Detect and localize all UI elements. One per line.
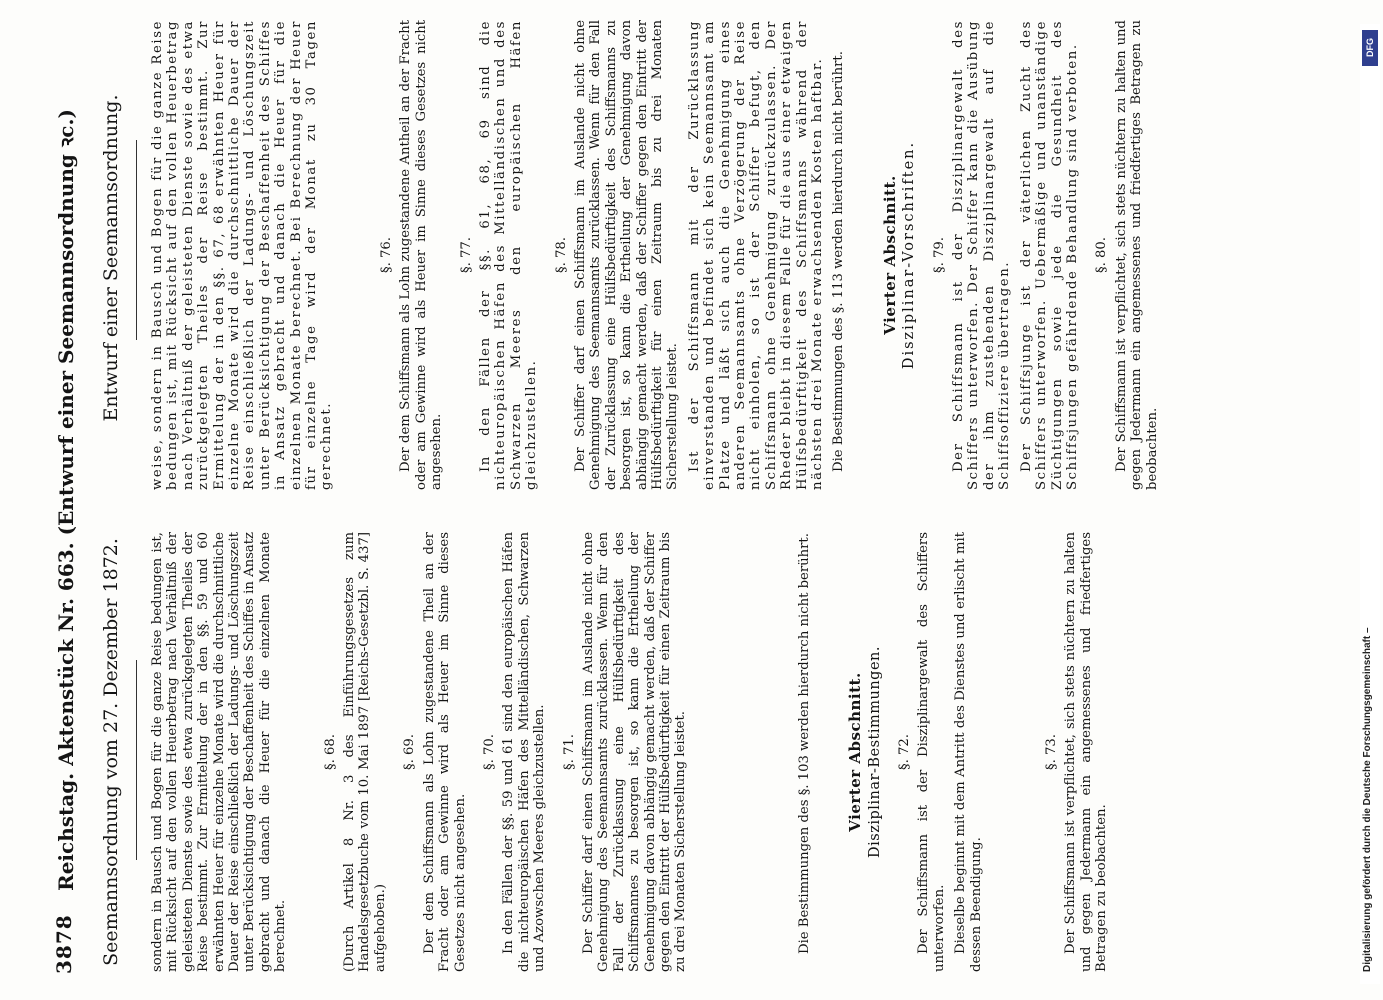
section-text-70: In den Fällen der §§. 59 und 61 sind den europäischen Häfen die nichteuropäischen Häfen des Mittelländischen, Schwarzen und Azowschen Meeres gleichzustellen. xyxy=(501,532,548,972)
section-number-68: §. 68. xyxy=(322,734,338,770)
section-text-78-c: Die Bestimmungen des §. 113 werden hierdurch nicht berührt. xyxy=(831,51,847,472)
section-text-73: Der Schiffsmann ist verpflichtet, sich stets nüchtern zu halten und gegen Jedermann ein angemessenes und friedfertiges Betragen zu beobachten. xyxy=(1063,532,1110,972)
right-column xyxy=(150,20,1166,490)
right-part-subheading: Disziplinar-Vorschriften. xyxy=(901,140,918,370)
section-text-78-b: Ist der Schiffsmann mit der Zurücklassung einverstanden und befindet sich kein Seemannsamt am Platze und läßt sich auch die Genehmigung eines anderen Seemannsamts ohne Verzögerung der Reise nicht einholen, so ist der Schiffer befugt, den Schiffsmann ohne Genehmigung zurückzulassen. Der Rheder bleibt in diesem Falle für die aus einer etwaigen Hülfsbedürftigkeit des Schiffsmanns während der nächsten drei Monate erwachsenden Kosten haftbar. xyxy=(686,20,826,490)
section-number-78: §. 78. xyxy=(553,237,569,273)
left-paragraph-intro: sondern in Bausch und Bogen für die ganze Reise bedungen ist, mit Rücksicht auf den vollen Heuerbetrag nach Verhältniß der geleisteten Dienste sowie des etwa zurückgelegten Theiles der Reise bestimmt. Zur Ermittelung der in den §§. 59 und 60 erwähnten Heuer für einzelne Monate wird die durchschnittliche Dauer der Reise einschließlich der Ladungs- und Löschungszeit unter Berücksichtigung der Beschaffenheit des Schiffes in Ansatz gebracht und danach die Heuer für die einzelnen Monate berechnet. xyxy=(150,532,289,972)
section-text-79-b: Der Schiffsjunge ist der väterlichen Zucht des Schiffers unterworfen. Uebermäßige und unanständige Züchtigungen sowie jede die Gesundheit des Schiffsjungen gefährdende Behandlung sind verboten. xyxy=(1018,20,1080,490)
running-title: Reichstag. Aktenstück Nr. 663. (Entwurf einer Seemannsordnung ꝛc.) xyxy=(54,109,78,891)
section-number-73: §. 73. xyxy=(1044,734,1060,770)
part-heading: Vierter Abschnitt. xyxy=(846,672,865,832)
part-subheading: Disziplinar-Bestimmungen. xyxy=(866,646,883,858)
left-column xyxy=(150,532,1116,972)
section-number-71: §. 71. xyxy=(561,734,577,770)
right-part-heading: Vierter Abschnitt. xyxy=(880,175,899,335)
section-text-72-a: Der Schiffsmann ist der Disziplinargewalt des Schiffers unterworfen. xyxy=(916,532,947,972)
section-text-69: Der dem Schiffsmann als Lohn zugestandene Theil an der Fracht oder am Gewinne wird als Heuer im Sinne dieses Gesetzes nicht angesehen. xyxy=(421,532,468,972)
section-number-70: §. 70. xyxy=(481,734,497,770)
section-text-78-a: Der Schiffer darf einen Schiffsmann im Auslande nicht ohne Genehmigung des Seemannsamts zurücklassen. Wenn für den Fall der Zurücklassung eine Hülfsbedürftigkeit des Schiffsmanns zu besorgen ist, so kann die Ertheilung der Genehmigung davon abhängig gemacht werden, daß der Schiffer gegen den Eintritt der Hülfsbedürftigkeit für einen Zeitraum bis zu drei Monaten Sicherstellung leistet. xyxy=(572,20,681,490)
left-column-title: Seemannsordnung vom 27. Dezember 1872. xyxy=(100,538,122,966)
right-column-title: Entwurf einer Seemannsordnung. xyxy=(100,94,122,422)
section-text-71: Der Schiffer darf einen Schiffsmann im Auslande nicht ohne Genehmigung des Seemannsamts zurücklassen. Wenn für den Fall der Zurücklassung eine Hülfsbedürftigkeit des Schiffsmannes zu besorgen ist, so kann die Ertheilung der Genehmigung davon abhängig gemacht werden, daß der Schiffer gegen den Eintritt der Hülfsbedürftigkeit für einen Zeitraum bis zu drei Monaten Sicherstellung leistet. xyxy=(580,532,689,972)
section-number-72: §. 72. xyxy=(897,734,912,770)
section-text-68: (Durch Artikel 8 Nr. 3 des Einführungsgesetzes zum Handelsgesetzbuche vom 10. Mai 1897 [Reichs-Gesetzbl. S. 437] aufgehoben.) xyxy=(342,532,388,972)
left-title-rule xyxy=(136,660,137,860)
section-number-80: §. 80. xyxy=(1094,237,1110,273)
section-closing-text: Die Bestimmungen des §. 103 werden hierdurch nicht berührt. xyxy=(796,533,812,954)
section-text-72-b: Dieselbe beginnt mit dem Antritt des Dienstes und erlischt mit dessen Beendigung. xyxy=(953,532,984,972)
section-text-77: In den Fällen der §§. 61, 68, 69 sind die nichteuropäischen Häfen des Mittelländischen und des Schwarzen Meeres den europäischen Häfen gleichzustellen. xyxy=(477,20,540,490)
right-title-rule xyxy=(136,140,137,340)
section-text-79-a: Der Schiffsmann ist der Disziplinargewalt des Schiffers unterworfen. Der Schiffer kann die Ausübung der ihm zustehenden Disziplinargewalt auf die Schiffsoffiziere übertragen. xyxy=(951,20,1013,490)
section-number-77: §. 77. xyxy=(458,237,474,273)
section-number-76: §. 76. xyxy=(378,237,394,273)
section-text-80: Der Schiffsmann ist verpflichtet, sich stets nüchtern zu halten und gegen Jedermann ein angemessenes und friedfertiges Betragen zu beobachten. xyxy=(1113,20,1160,490)
digitization-credit xyxy=(1360,24,1380,984)
page-number: 3878 xyxy=(52,914,76,974)
right-paragraph-intro: weise, sondern in Bausch und Bogen für die ganze Reise bedungen ist, mit Rücksicht auf den vollen Heuerbetrag nach Verhältniß der geleisteten Dienste sowie des etwa zurückgelegten Theiles der Reise bestimmt. Zur Ermittelung der in den §§. 67, 68 erwähnten Heuer für einzelne Monate wird die durchschnittliche Dauer der Reise einschließlich der Ladungs- und Löschungszeit unter Berücksichtigung der Beschaffenheit des Schiffes in Ansatz gebracht und danach die Heuer für die einzelnen Monate berechnet. Bei Berechnung der Heuer für einzelne Tage wird der Monat zu 30 Tagen gerechnet. xyxy=(150,20,335,490)
section-text-76: Der dem Schiffsmann als Lohn zugestandene Antheil an der Fracht oder am Gewinne wird als Heuer im Sinne dieses Gesetzes nicht angesehen. xyxy=(398,20,445,490)
dfg-logo: DFG xyxy=(1362,30,1378,66)
section-number-69: §. 69. xyxy=(402,734,418,770)
running-head xyxy=(46,26,86,974)
section-number-79: §. 79. xyxy=(931,237,947,273)
credit-text: Digitalisierung gefördert durch die Deutsche Forschungsgemeinschaft – xyxy=(1362,627,1373,972)
